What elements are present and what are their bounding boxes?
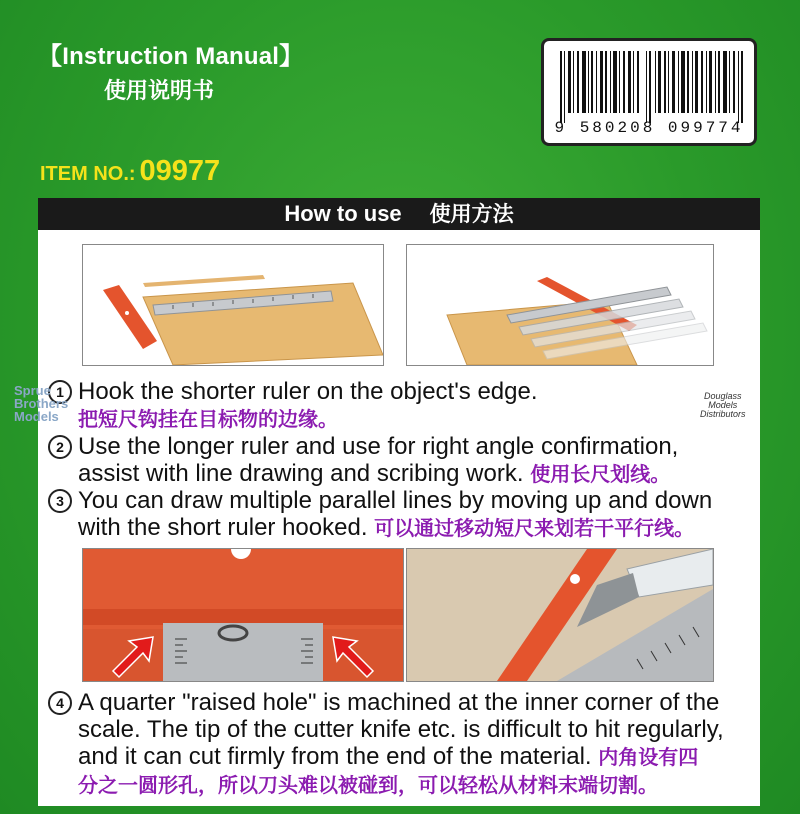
step-4-chinese-1: 内角设有四 [598,745,699,769]
step-2-chinese: 使用长尺划线。 [530,462,671,486]
step-1 [48,378,538,433]
step-4 [48,689,724,799]
watermark-left-line1: Sprue [14,383,51,398]
step-2 [48,433,678,488]
step-2-line2: assist with line drawing and scribing work. [78,460,524,487]
photo-parallel-lines [406,244,714,366]
step-3-chinese: 可以通过移动短尺来划若干平行线。 [374,516,695,540]
watermark-left [14,384,68,423]
barcode [541,38,757,146]
step-4-line1: A quarter "raised hole" is machined at the inner corner of the [78,689,720,716]
step-1-text: Hook the shorter ruler on the object's edge. [78,378,538,405]
short-strip [143,275,265,287]
step-1-number: 1 [48,380,72,404]
watermark-right-line3: Distributors [700,409,746,419]
steel-scale [163,623,323,681]
watermark-left-line2: Brothers [14,396,69,411]
step-2-line1: Use the longer ruler and use for right angle confirmation, [78,433,679,460]
section-header [38,198,760,230]
item-number-label: ITEM NO.: [40,163,136,185]
orange-hook [103,285,157,349]
title-english: 【Instruction Manual】 [38,43,304,70]
watermark-left-line3: Models [14,409,59,424]
step-4-line2: scale. The tip of the cutter knife etc. is difficult to hit regularly, [78,716,724,743]
step-2-number: 2 [48,435,72,459]
step-4-chinese-2: 分之一圆形孔，所以刀头难以被碰到，可以轻松从材料末端切割。 [78,773,658,797]
photo-cutter-knife [406,548,714,682]
title-chinese: 使用说明书 [104,79,215,104]
step-1-chinese: 把短尺钩挂在目标物的边缘。 [78,407,338,431]
watermark-right-line2: Models [708,400,738,410]
watermark-right [700,392,746,419]
instruction-panel [38,198,760,806]
step-4-line3: and it can cut firmly from the end of the material. [78,743,592,770]
step-3-number: 3 [48,489,72,513]
item-number-value: 09977 [139,155,221,187]
item-number [40,155,220,188]
step-3 [48,487,712,542]
barcode-digits: 9 580208 099774 [554,119,744,137]
step-4-number: 4 [48,691,72,715]
plastic-sheet [143,283,383,365]
barcode-bars [560,51,744,123]
photo-hook-ruler [82,244,384,366]
step-3-line2: with the short ruler hooked. [78,514,368,541]
section-title-english: How to use [284,201,402,226]
step-3-line1: You can draw multiple parallel lines by moving up and down [78,487,713,514]
section-title-chinese: 使用方法 [429,202,514,226]
watermark-right-line1: Douglass [703,391,742,401]
photo-raised-hole [82,548,404,682]
